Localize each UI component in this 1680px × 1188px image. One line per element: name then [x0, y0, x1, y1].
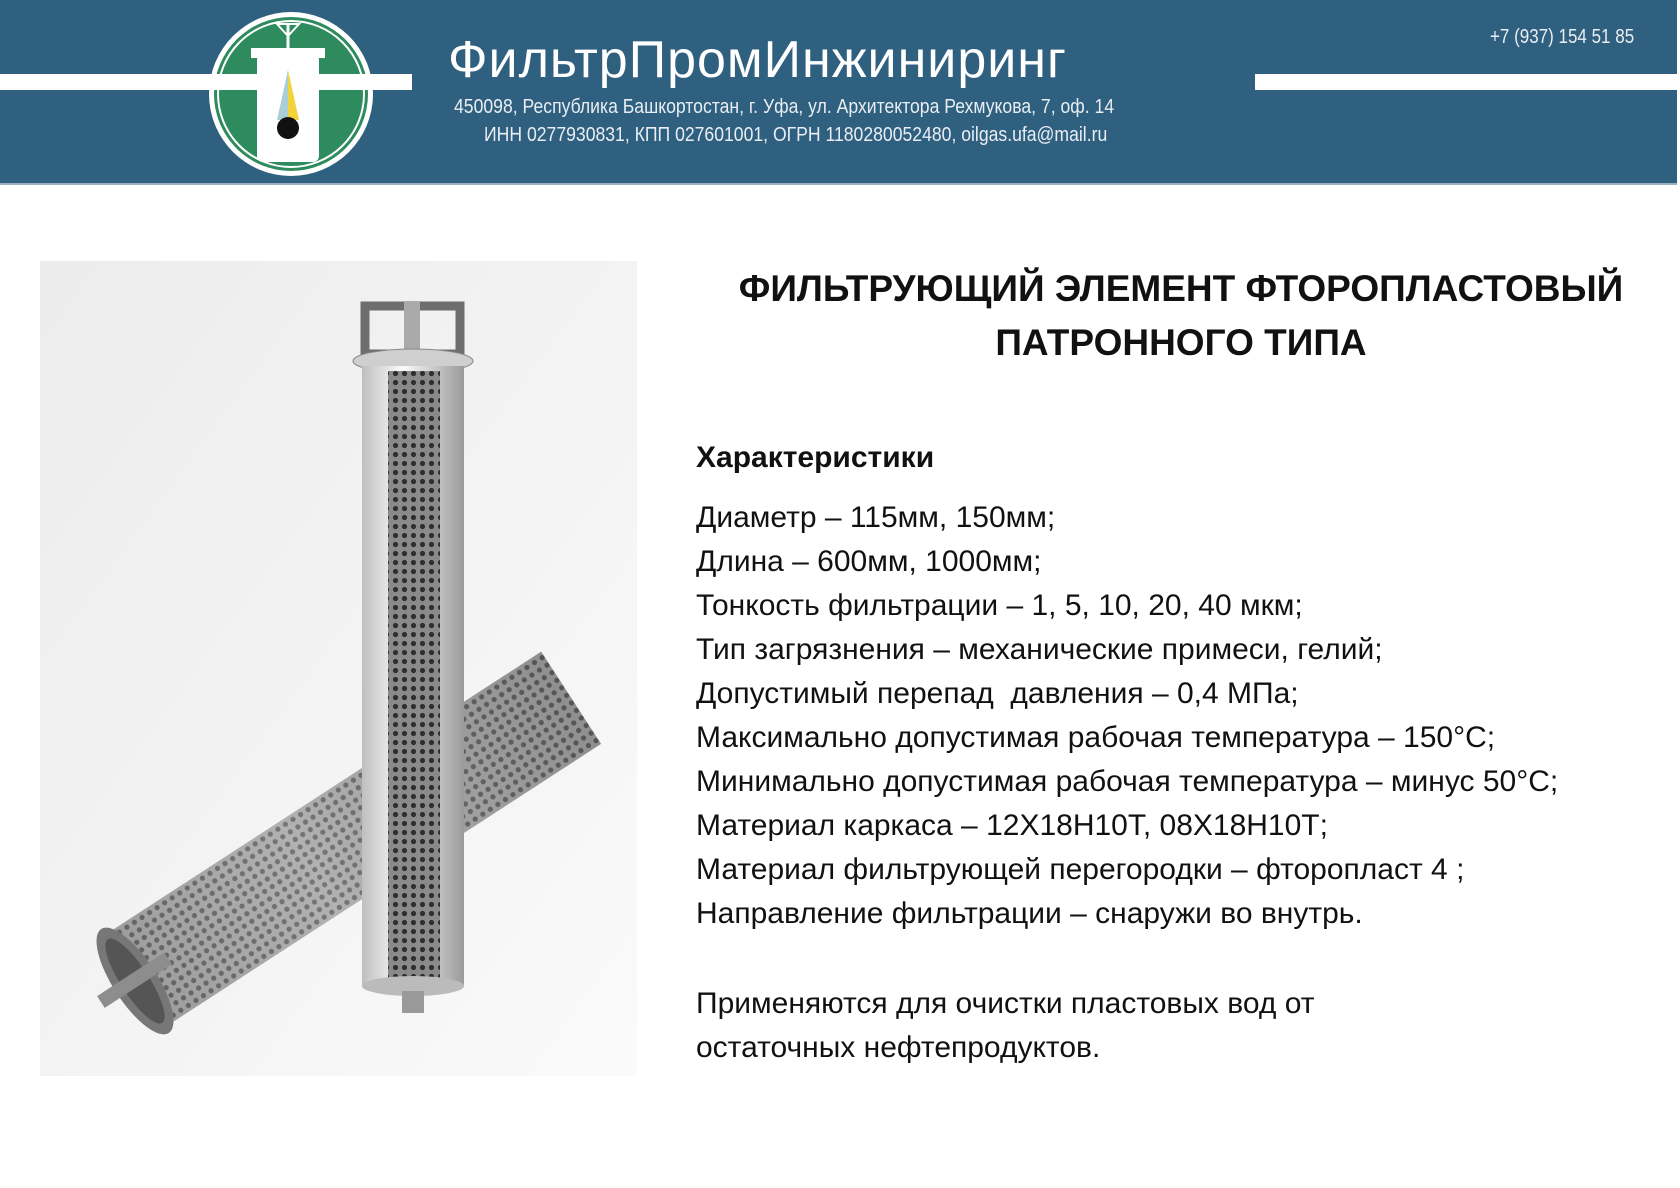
product-photo	[40, 261, 637, 1076]
spec-item: Максимально допустимая рабочая температура – 150°C;	[696, 721, 1496, 754]
company-requisites: ИНН 0277930831, КПП 027601001, ОГРН 1180280052480, oilgas.ufa@mail.ru	[484, 124, 1108, 146]
specs-heading: Характеристики	[696, 441, 935, 474]
spec-item: Материал фильтрующей перегородки – фторопласт 4 ;	[696, 853, 1465, 886]
product-title	[700, 262, 1662, 370]
specs-list	[696, 496, 1558, 936]
usage-text	[696, 982, 1315, 1070]
header-banner	[0, 0, 1677, 185]
company-phone: +7 (937) 154 51 85	[1490, 26, 1635, 48]
company-address: 450098, Республика Башкортостан, г. Уфа, ул. Архитектора Рехмукова, 7, оф. 14	[454, 96, 1115, 118]
spec-item: Минимально допустимая рабочая температура – минус 50°C;	[696, 765, 1559, 798]
usage-line1: Применяются для очистки пластовых вод от	[696, 987, 1315, 1020]
spec-item: Направление фильтрации – снаружи во внутрь.	[696, 897, 1363, 930]
product-title-line1: ФИЛЬТРУЮЩИЙ ЭЛЕМЕНТ ФТОРОПЛАСТОВЫЙ	[738, 268, 1624, 309]
product-title-line2: ПАТРОННОГО ТИПА	[995, 322, 1367, 363]
company-name: ФильтрПромИнжиниринг	[448, 31, 1067, 89]
spec-item: Тип загрязнения – механические примеси, гелий;	[696, 633, 1383, 666]
usage-line2: остаточных нефтепродуктов.	[696, 1031, 1101, 1064]
spec-item: Длина – 600мм, 1000мм;	[696, 545, 1042, 578]
spec-item: Диаметр – 115мм, 150мм;	[696, 501, 1056, 534]
header-stripe-right	[1255, 74, 1677, 90]
spec-item: Материал каркаса – 12Х18Н10Т, 08Х18Н10Т;	[696, 809, 1328, 842]
spec-item: Допустимый перепад давления – 0,4 МПа;	[696, 677, 1299, 710]
company-logo	[207, 10, 375, 178]
spec-item: Тонкость фильтрации – 1, 5, 10, 20, 40 мкм;	[696, 589, 1303, 622]
